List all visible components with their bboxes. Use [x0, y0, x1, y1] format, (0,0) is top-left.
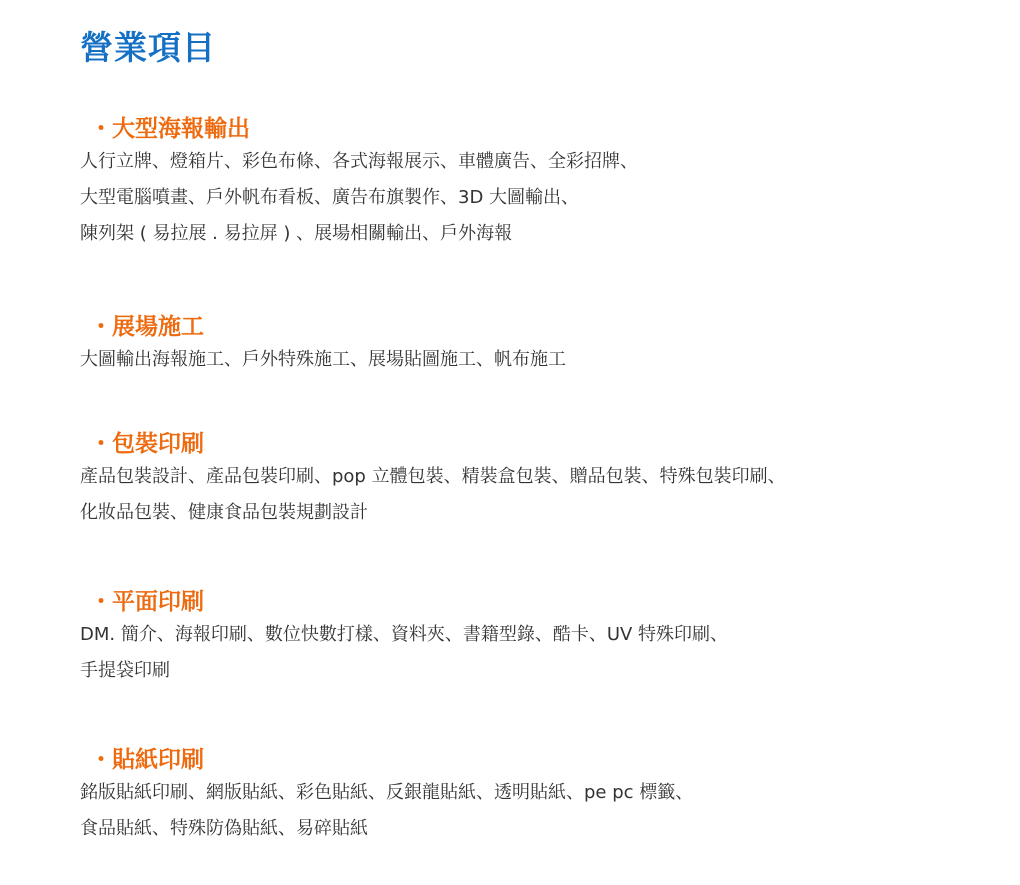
- section-heading-label: 貼紙印刷: [112, 747, 204, 773]
- section-body: [80, 144, 1010, 252]
- body-line: 化妝品包裝、健康食品包裝規劃設計: [80, 502, 368, 523]
- bullet-icon: ・: [90, 315, 113, 340]
- section-heading: [80, 312, 1010, 342]
- section-heading-label: 展場施工: [112, 314, 204, 340]
- section-packaging-printing: [80, 429, 1010, 531]
- body-line: DM. 簡介、海報印刷、數位快數打樣、資料夾、書籍型錄、酷卡、UV 特殊印刷、: [80, 624, 729, 645]
- body-line: 陳列架 ( 易拉展 . 易拉屏 ) 、展場相關輸出、戶外海報: [80, 223, 513, 244]
- section-heading: [80, 745, 1010, 775]
- section-sticker-printing: [80, 745, 1010, 847]
- section-heading: [80, 587, 1010, 617]
- section-heading-label: 包裝印刷: [112, 431, 204, 457]
- body-line: 人行立牌、燈箱片、彩色布條、各式海報展示、車體廣告、全彩招牌、: [80, 151, 638, 172]
- body-line: 食品貼紙、特殊防偽貼紙、易碎貼紙: [80, 818, 368, 839]
- section-body: [80, 459, 1010, 531]
- section-heading: [80, 114, 1010, 144]
- body-line: 銘版貼紙印刷、網版貼紙、彩色貼紙、反銀龍貼紙、透明貼紙、pe pc 標籤、: [80, 782, 694, 803]
- bullet-icon: ・: [90, 117, 113, 142]
- bullet-icon: ・: [90, 748, 113, 773]
- section-heading-label: 平面印刷: [112, 589, 204, 615]
- section-exhibition-construction: [80, 312, 1010, 378]
- body-line: 大型電腦噴畫、戶外帆布看板、廣告布旗製作、3D 大圖輸出、: [80, 187, 580, 208]
- bullet-icon: ・: [90, 432, 113, 457]
- section-body: [80, 775, 1010, 847]
- body-line: 產品包裝設計、產品包裝印刷、pop 立體包裝、精裝盒包裝、贈品包裝、特殊包裝印刷、: [80, 466, 786, 487]
- body-line: 手提袋印刷: [80, 660, 170, 681]
- section-large-poster-output: [80, 114, 1010, 252]
- body-line: 大圖輸出海報施工、戶外特殊施工、展場貼圖施工、帆布施工: [80, 349, 566, 370]
- section-heading: [80, 429, 1010, 459]
- bullet-icon: ・: [90, 590, 113, 615]
- page-title: 營業項目: [80, 28, 216, 67]
- section-body: [80, 617, 1010, 689]
- section-body: [80, 342, 1010, 378]
- section-heading-label: 大型海報輸出: [112, 116, 250, 142]
- section-flat-printing: [80, 587, 1010, 689]
